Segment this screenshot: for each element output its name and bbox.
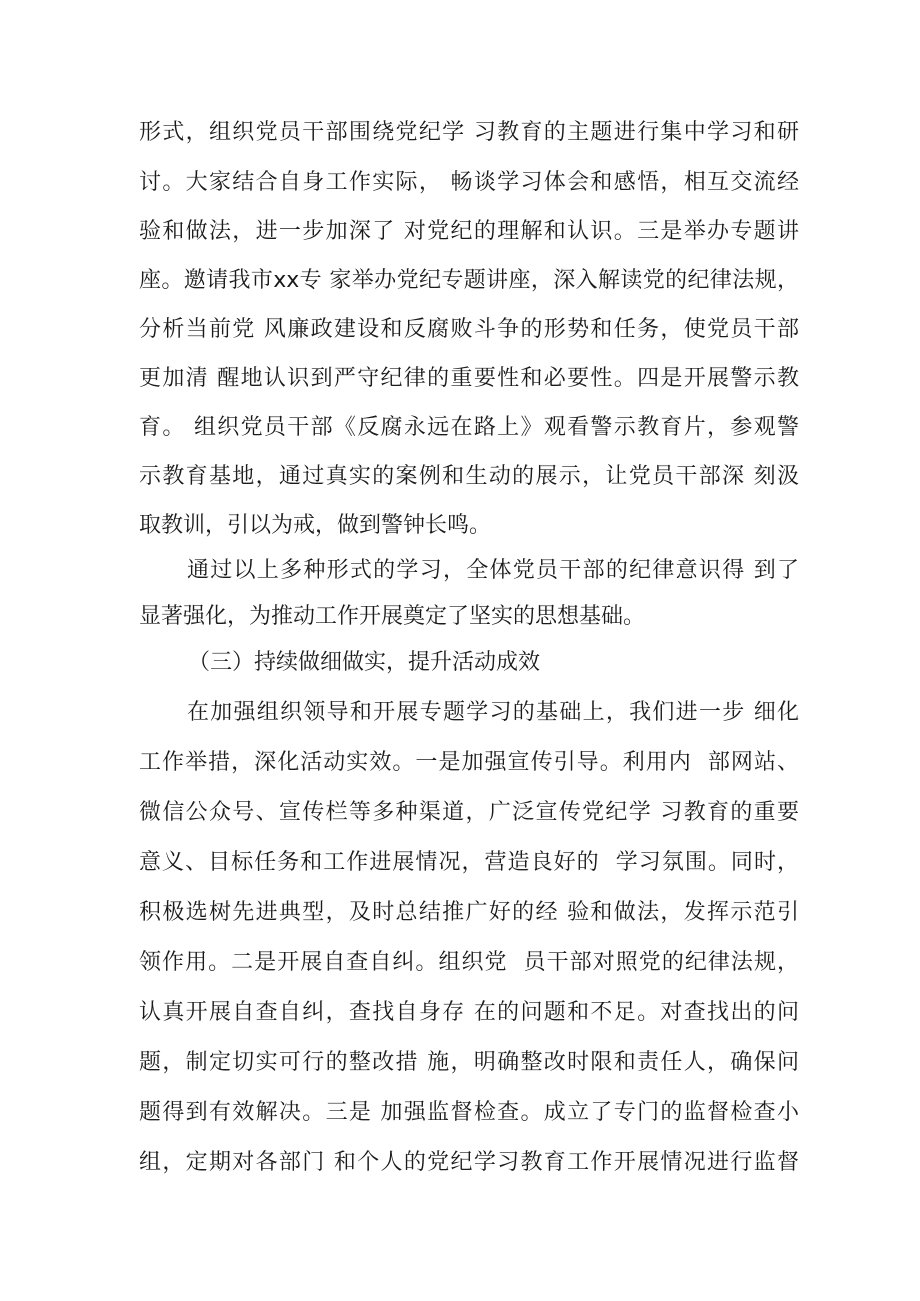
body-text-line: 在加强组织领导和开展专题学习的基础上，我们进一步 细化 (187, 700, 799, 725)
body-text-line: 微信公众号、宣传栏等多种渠道，广泛宣传党纪学 习教育的重要 (139, 800, 799, 825)
body-text-line: 积极选树先进典型，及时总结推广好的经 验和做法，发挥示范引 (139, 900, 799, 925)
section-heading: （三）持续做细做实，提升活动成效 (188, 650, 541, 675)
body-text-line: 验和做法，进一步加深了 对党纪的理解和认识。三是举办专题讲 (139, 219, 799, 244)
body-text-line: 座。邀请我市xx专 家举办党纪专题讲座，深入解读党的纪律法规， (139, 268, 799, 293)
body-text-line: 工作举措，深化活动实效。一是加强宣传引导。利用内 部网站、 (139, 750, 799, 775)
body-text-line: 意义、目标任务和工作进展情况，营造良好的 学习氛围。同时， (139, 850, 799, 875)
body-text-line: 通过以上多种形式的学习，全体党员干部的纪律意识得 到了 (187, 558, 799, 583)
body-text-line: 育。 组织党员干部《反腐永远在路上》观看警示教育片，参观警 (139, 415, 799, 440)
body-text-line: 题得到有效解决。三是 加强监督检查。成立了专门的监督检查小 (139, 1100, 799, 1125)
body-text-line: 形式，组织党员干部围绕党纪学 习教育的主题进行集中学习和研 (139, 120, 799, 145)
body-text-line: 领作用。二是开展自查自纠。组织党 员干部对照党的纪律法规， (139, 950, 799, 975)
body-text-line: 组，定期对各部门 和个人的党纪学习教育工作开展情况进行监督 (139, 1150, 799, 1175)
body-text-line: 更加清 醒地认识到严守纪律的重要性和必要性。四是开展警示教 (139, 366, 799, 391)
body-text-line: 显著强化，为推动工作开展奠定了坚实的思想基础。 (139, 604, 646, 629)
body-text-line: 讨。大家结合自身工作实际， 畅谈学习体会和感悟，相互交流经 (139, 170, 799, 195)
body-text-line: 题，制定切实可行的整改措 施，明确整改时限和责任人，确保问 (139, 1050, 799, 1075)
body-text-line: 示教育基地，通过真实的案例和生动的展示，让党员干部深 刻汲 (139, 464, 799, 489)
body-text-line: 认真开展自查自纠，查找自身存 在的问题和不足。对查找出的问 (139, 1000, 799, 1025)
body-text-line: 分析当前党 风廉政建设和反腐败斗争的形势和任务，使党员干部 (139, 317, 799, 342)
body-text-line: 取教训，引以为戒，做到警钟长鸣。 (139, 513, 492, 538)
